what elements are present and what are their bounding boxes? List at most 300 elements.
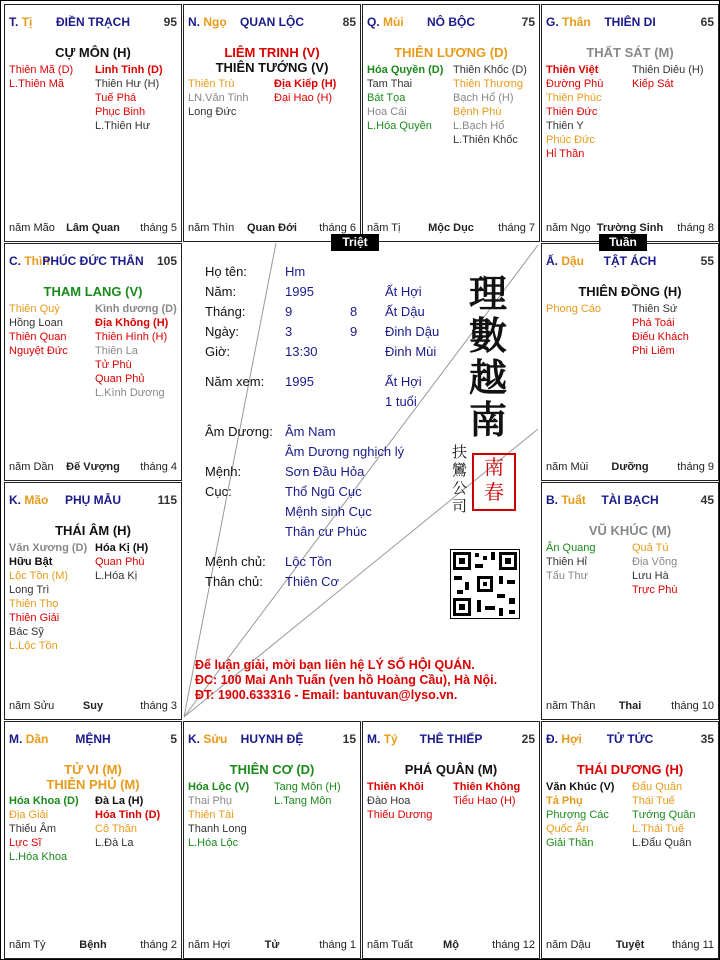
triet-marker: Triệt: [331, 234, 379, 251]
value-gio: 13:30: [285, 344, 318, 359]
main-star: THAM LANG (V): [43, 284, 143, 299]
value-cuc: Thổ Ngũ Cục: [285, 484, 362, 499]
minor-star: Phi Liêm: [632, 345, 675, 357]
value-nam-xem: 1995: [285, 374, 314, 389]
minor-star: L.Thiên Mã: [9, 78, 65, 90]
right-star-column: [95, 541, 181, 583]
main-star: THIÊN CƠ (D): [229, 762, 315, 777]
palace-header: [5, 15, 181, 29]
palace-year: năm Thìn: [188, 222, 235, 234]
palace-name: PHÚC ĐỨC THÂN: [42, 254, 144, 268]
minor-star: L.Tang Môn: [274, 795, 332, 807]
palace-year: năm Tị: [367, 222, 401, 234]
calligraphy-subtitle: [452, 443, 470, 515]
calligraphy-char: 數: [468, 313, 507, 358]
contact-line-1: Để luận giải, mời bạn liên hệ LÝ SỐ HỘI QUÁN.: [195, 658, 475, 672]
right-star-column: [95, 63, 181, 133]
minor-star: Thiên Không: [453, 781, 521, 793]
minor-star: Thiên Hư (H): [95, 78, 160, 90]
label-cuc: Cục:: [205, 484, 232, 499]
main-stars: [363, 762, 539, 777]
palace-month: tháng 4: [140, 461, 177, 473]
minor-star: Bệnh Phù: [453, 106, 502, 118]
main-star: THIÊN TƯỚNG (V): [215, 60, 329, 75]
right-star-column: [453, 63, 539, 147]
minor-star: Thiếu Dương: [367, 809, 433, 821]
value-cuc-3: Thân cư Phúc: [285, 524, 367, 539]
minor-star: L.Lộc Tồn: [9, 640, 58, 652]
minor-star: Thiên Hình (H): [95, 331, 168, 343]
minor-star: Đại Hao (H): [274, 92, 333, 104]
minor-star: Hồng Loan: [9, 317, 63, 329]
branch-prefix: N.: [188, 15, 200, 29]
minor-star: LN.Văn Tinh: [188, 92, 249, 104]
branch-prefix: B.: [546, 493, 558, 507]
minor-star: Cô Thần: [95, 823, 137, 835]
minor-star: Quan Phù: [95, 556, 145, 568]
palace-stage: Lâm Quan: [66, 222, 120, 234]
branch-name: Mùi: [383, 15, 404, 29]
minor-star: Hữu Bật: [9, 556, 53, 568]
palace-footer: [367, 222, 535, 235]
palace-name: TỬ TỨC: [606, 732, 654, 746]
branch-name: Tị: [21, 15, 33, 29]
minor-star: Hóa Khoa (D): [9, 795, 79, 807]
palace-cell[interactable]: [541, 482, 719, 720]
value-ngay-can: Đinh Dậu: [385, 324, 440, 339]
palace-cell[interactable]: [541, 721, 719, 959]
right-star-column: [274, 77, 360, 105]
left-star-column: [546, 780, 632, 850]
label-gio: Giờ:: [205, 344, 231, 359]
minor-star: Phúc Đức: [546, 134, 595, 146]
minor-star: Thiên Tài: [188, 809, 234, 821]
main-star: THIÊN LƯƠNG (D): [394, 45, 508, 60]
palace-name: QUAN LỘC: [240, 15, 304, 29]
left-star-column: [367, 780, 453, 822]
palace-header: [363, 15, 539, 29]
palace-year: năm Mão: [9, 222, 55, 234]
palace-cell[interactable]: [4, 243, 182, 481]
branch-prefix: G.: [546, 15, 559, 29]
minor-star: Đường Phù: [546, 78, 604, 90]
minor-star: Tử Phù: [95, 359, 132, 371]
minor-star: L.Đà La: [95, 837, 134, 849]
minor-star: Long Trì: [9, 584, 50, 596]
minor-star: Tướng Quân: [632, 809, 696, 821]
palace-stage: Dưỡng: [611, 461, 649, 473]
minor-star: Đào Hoa: [367, 795, 411, 807]
branch-prefix: M.: [9, 732, 23, 746]
palace-month: tháng 1: [319, 939, 356, 951]
subtitle-char: 公: [452, 479, 468, 497]
main-stars: [184, 762, 360, 777]
palace-footer: [9, 939, 177, 952]
red-seal-stamp: [472, 453, 516, 511]
minor-star: Kình dương (D): [95, 303, 177, 315]
minor-star: Hỉ Thần: [546, 148, 585, 160]
minor-star: Phượng Các: [546, 809, 609, 821]
minor-star: L.Thiên Hư: [95, 120, 151, 132]
palace-cell[interactable]: [4, 482, 182, 720]
minor-star: L.Đẩu Quân: [632, 837, 692, 849]
seal-char: 春: [484, 480, 504, 504]
minor-star: Bát Tọa: [367, 92, 406, 104]
minor-star: Đẩu Quân: [632, 781, 683, 793]
contact-line-3[interactable]: ĐT: 1900.633316 - Email: bantuvan@lyso.vn.: [195, 688, 458, 702]
main-star: PHÁ QUÂN (M): [404, 762, 498, 777]
minor-star: Thiếu Âm: [9, 823, 57, 835]
left-star-column: [9, 794, 95, 864]
label-thang: Tháng:: [205, 304, 246, 319]
branch-prefix: Đ.: [546, 732, 558, 746]
branch-name: Thân: [562, 15, 591, 29]
palace-footer: [546, 939, 714, 952]
palace-header: [5, 254, 181, 268]
main-stars: [184, 45, 360, 75]
minor-star: Văn Khúc (V): [546, 781, 615, 793]
label-ngay: Ngày:: [205, 324, 239, 339]
minor-star: Long Đức: [188, 106, 237, 118]
minor-star: Địa Kiếp (H): [274, 78, 337, 90]
minor-star: Thiên Sứ: [632, 303, 678, 315]
palace-number: 45: [700, 493, 714, 507]
minor-star: Thiên La: [95, 345, 138, 357]
palace-month: tháng 3: [140, 700, 177, 712]
minor-star: Thiên Thọ: [9, 598, 59, 610]
minor-star: Lực Sĩ: [9, 837, 42, 849]
palace-number: 115: [157, 493, 177, 507]
left-star-column: [188, 780, 274, 850]
minor-star: Hóa Lộc (V): [188, 781, 250, 793]
branch-name: Tuất: [561, 493, 586, 507]
value-menh-chu: Lộc Tồn: [285, 554, 332, 569]
branch-prefix: T.: [9, 15, 19, 29]
subtitle-char: 司: [452, 497, 468, 515]
value-nam-can: Ất Hợi: [385, 284, 422, 299]
palace-stage: Trường Sinh: [596, 222, 664, 234]
main-star: THÁI ÂM (H): [55, 523, 131, 538]
minor-star: Tang Môn (H): [274, 781, 341, 793]
main-star: THIÊN PHỦ (M): [46, 777, 140, 792]
qr-code[interactable]: [450, 549, 520, 619]
branch-prefix: Ấ.: [546, 254, 558, 268]
palace-name: TẬT ÁCH: [603, 254, 657, 268]
minor-star: Thiên Mã (D): [9, 64, 74, 76]
palace-cell[interactable]: [4, 721, 182, 959]
palace-year: năm Sửu: [9, 700, 55, 712]
palace-footer: [367, 939, 535, 952]
branch-prefix: Q.: [367, 15, 380, 29]
palace-footer: [546, 700, 714, 713]
right-star-column: [95, 794, 181, 850]
palace-year: năm Mùi: [546, 461, 589, 473]
palace-stage: Đế Vượng: [66, 461, 120, 473]
palace-cell[interactable]: [183, 721, 361, 959]
main-star: TỬ VI (M): [64, 762, 122, 777]
minor-star: Thiên Hỉ: [546, 556, 587, 568]
minor-star: Quan Phủ: [95, 373, 145, 385]
left-star-column: [367, 63, 453, 133]
minor-star: Quả Tú: [632, 542, 669, 554]
right-star-column: [95, 302, 181, 400]
palace-name: TÀI BẠCH: [601, 493, 659, 507]
palace-name: MỆNH: [75, 732, 111, 746]
minor-star: Đà La (H): [95, 795, 144, 807]
main-stars: [5, 45, 181, 60]
palace-name: NÔ BỘC: [427, 15, 475, 29]
seal-char: 南: [484, 455, 504, 479]
minor-star: Thanh Long: [188, 823, 247, 835]
qr-code-icon: [451, 550, 519, 618]
label-am-duong: Âm Dương:: [205, 424, 273, 439]
palace-number: 75: [521, 15, 535, 29]
value-nam-xem-can: Ất Hợi: [385, 374, 422, 389]
palace-stage: Quan Đới: [247, 222, 297, 234]
palace-header: [542, 493, 718, 507]
palace-year: năm Dần: [9, 461, 54, 473]
minor-star: Thiên Phúc: [546, 92, 602, 104]
minor-star: Thiên Quý: [9, 303, 60, 315]
label-nam-xem: Năm xem:: [205, 374, 265, 389]
value-am-duong: Âm Nam: [285, 424, 336, 439]
branch-name: Dậu: [561, 254, 585, 268]
label-menh: Mệnh:: [205, 464, 242, 479]
minor-star: Linh Tinh (D): [95, 64, 163, 76]
branch-name: Thìn: [24, 254, 50, 268]
palace-header: [5, 493, 181, 507]
palace-stage: Tuyệt: [615, 939, 645, 951]
palace-month: tháng 12: [492, 939, 535, 951]
minor-star: Thái Tuế: [632, 795, 675, 807]
minor-star: Tả Phụ: [546, 795, 583, 807]
value-ngay-am: 9: [350, 324, 358, 339]
minor-star: Quốc Ấn: [546, 823, 589, 835]
minor-star: Thiên Y: [546, 120, 584, 132]
main-stars: [542, 284, 718, 299]
minor-star: Hóa Kị (H): [95, 542, 149, 554]
minor-star: Phong Cáo: [546, 303, 602, 315]
minor-star: Lưu Hà: [632, 570, 669, 582]
center-info-panel: [182, 243, 540, 719]
branch-name: Hợi: [561, 732, 582, 746]
minor-star: Phục Binh: [95, 106, 146, 118]
left-star-column: [9, 302, 95, 358]
palace-cell[interactable]: [541, 4, 719, 242]
main-star: THIÊN ĐỒNG (H): [578, 284, 682, 299]
calligraphy-char: 越: [468, 355, 507, 400]
value-gio-can: Đinh Mùi: [385, 344, 437, 359]
minor-star: L.Thiên Khốc: [453, 134, 518, 146]
main-star: THẤT SÁT (M): [586, 45, 674, 60]
left-star-column: [9, 541, 95, 653]
palace-header: [542, 254, 718, 268]
right-star-column: [632, 541, 718, 597]
main-stars: [542, 523, 718, 538]
main-star: CỰ MÔN (H): [55, 45, 131, 60]
palace-footer: [9, 461, 177, 474]
tuan-marker: Tuần: [599, 234, 647, 251]
branch-prefix: K.: [9, 493, 21, 507]
palace-number: 55: [700, 254, 714, 268]
branch-prefix: K.: [188, 732, 200, 746]
branch-name: Dần: [25, 732, 49, 746]
minor-star: L.Bạch Hổ: [453, 120, 505, 132]
main-star: VŨ KHÚC (M): [588, 523, 672, 538]
palace-name: ĐIỀN TRẠCH: [56, 15, 130, 29]
branch-name: Ngọ: [203, 15, 227, 29]
calligraphy-char: 南: [468, 397, 507, 442]
minor-star: Thiên Khôi: [367, 781, 424, 793]
contact-line-2: ĐC: 100 Mai Anh Tuấn (ven hồ Hoàng Cầu), Hà Nội.: [195, 673, 498, 687]
branch-prefix: C.: [9, 254, 21, 268]
palace-month: tháng 10: [671, 700, 714, 712]
right-star-column: [453, 780, 539, 808]
subtitle-char: 扶: [452, 443, 468, 461]
main-star: LIÊM TRINH (V): [224, 45, 320, 60]
left-star-column: [546, 63, 632, 161]
minor-star: Thiên Giải: [9, 612, 60, 624]
palace-number: 95: [163, 15, 177, 29]
value-ngay: 3: [285, 324, 293, 339]
palace-month: tháng 11: [671, 939, 714, 951]
contact-block: [195, 658, 535, 703]
minor-star: L.Hóa Quyền: [367, 120, 432, 132]
minor-star: Hoa Cái: [367, 106, 407, 118]
palace-footer: [9, 222, 177, 235]
minor-star: Địa Không (H): [95, 317, 169, 329]
palace-cell[interactable]: [362, 4, 540, 242]
value-thang-can: Ất Dậu: [385, 304, 425, 319]
minor-star: Kiếp Sát: [632, 78, 674, 90]
right-star-column: [632, 63, 718, 91]
value-nam: 1995: [285, 284, 314, 299]
palace-cell[interactable]: [541, 243, 719, 481]
main-star: THÁI DƯƠNG (H): [576, 762, 684, 777]
palace-stage: Mộ: [443, 939, 459, 951]
palace-month: tháng 5: [140, 222, 177, 234]
palace-stage: Bệnh: [79, 939, 107, 951]
palace-month: tháng 8: [677, 222, 714, 234]
palace-header: [184, 15, 360, 29]
minor-star: L.Hóa Khoa: [9, 851, 68, 863]
minor-star: Địa Võng: [632, 556, 678, 568]
label-nam: Năm:: [205, 284, 237, 299]
main-stars: [5, 762, 181, 792]
palace-stage: Tử: [264, 939, 280, 951]
minor-star: Thiên Quan: [9, 331, 67, 343]
palace-cell[interactable]: [362, 721, 540, 959]
minor-star: Thiên Trù: [188, 78, 235, 90]
palace-year: năm Ngọ: [546, 222, 591, 234]
palace-year: năm Tuất: [367, 939, 413, 951]
palace-stage: Thai: [618, 700, 642, 712]
left-star-column: [546, 302, 632, 316]
value-cuc-2: Mệnh sinh Cục: [285, 504, 372, 519]
minor-star: L.Hóa Kị: [95, 570, 138, 582]
palace-name: THÊ THIẾP: [419, 732, 483, 746]
minor-star: Địa Giải: [9, 809, 49, 821]
main-stars: [542, 762, 718, 777]
left-star-column: [188, 77, 274, 119]
palace-number: 65: [700, 15, 714, 29]
value-tuoi: 1 tuổi: [385, 394, 417, 409]
calligraphy-title: [468, 273, 508, 441]
palace-header: [542, 732, 718, 746]
palace-header: [5, 732, 181, 746]
minor-star: Ân Quang: [546, 542, 596, 554]
minor-star: Giải Thần: [546, 837, 594, 849]
value-thang: 9: [285, 304, 293, 319]
minor-star: Bạch Hổ (H): [453, 92, 514, 104]
minor-star: Tam Thai: [367, 78, 413, 90]
value-thang-am: 8: [350, 304, 358, 319]
right-star-column: [632, 302, 718, 358]
minor-star: L.Kình Dương: [95, 387, 165, 399]
palace-stage: Mộc Dục: [428, 222, 474, 234]
palace-year: năm Thân: [546, 700, 596, 712]
palace-month: tháng 6: [319, 222, 356, 234]
palace-month: tháng 9: [677, 461, 714, 473]
palace-year: năm Dậu: [546, 939, 591, 951]
palace-header: [542, 15, 718, 29]
minor-star: Hóa Quyền (D): [367, 64, 444, 76]
minor-star: Hóa Tinh (D): [95, 809, 161, 821]
minor-star: Tấu Thư: [546, 570, 589, 582]
palace-footer: [546, 461, 714, 474]
minor-star: Thiên Việt: [546, 64, 599, 76]
palace-header: [363, 732, 539, 746]
minor-star: Thiên Thương: [453, 78, 524, 90]
minor-star: Thiên Khốc (D): [453, 64, 527, 76]
main-stars: [5, 523, 181, 538]
right-star-column: [274, 780, 360, 808]
branch-name: Mão: [24, 493, 49, 507]
palace-month: tháng 7: [498, 222, 535, 234]
minor-star: Thai Phụ: [188, 795, 233, 807]
palace-number: 25: [521, 732, 535, 746]
label-menh-chu: Mệnh chủ:: [205, 554, 266, 569]
palace-header: [184, 732, 360, 746]
minor-star: Tiểu Hao (H): [453, 795, 516, 807]
palace-cell[interactable]: [4, 4, 182, 242]
main-stars: [5, 284, 181, 299]
palace-cell[interactable]: [183, 4, 361, 242]
label-than-chu: Thân chủ:: [205, 574, 263, 589]
branch-name: Tý: [383, 732, 398, 746]
minor-star: Bác Sỹ: [9, 626, 44, 638]
main-stars: [542, 45, 718, 60]
left-star-column: [9, 63, 95, 91]
value-am-duong-2: Âm Dương nghịch lý: [285, 444, 405, 459]
value-than-chu: Thiên Cơ: [285, 574, 340, 589]
palace-footer: [188, 939, 356, 952]
calligraphy-char: 理: [468, 271, 507, 316]
label-ho-ten: Họ tên:: [205, 264, 247, 279]
minor-star: Tuế Phá: [95, 92, 137, 104]
left-star-column: [546, 541, 632, 583]
palace-number: 85: [342, 15, 356, 29]
palace-stage: Suy: [82, 700, 104, 712]
subtitle-char: 鸞: [452, 461, 468, 479]
palace-name: PHỤ MẪU: [65, 493, 121, 507]
minor-star: L.Hóa Lộc: [188, 837, 239, 849]
minor-star: L.Thái Tuế: [632, 823, 684, 835]
minor-star: Nguyệt Đức: [9, 345, 68, 357]
palace-footer: [9, 700, 177, 713]
palace-number: 35: [700, 732, 714, 746]
palace-number: 5: [170, 732, 177, 746]
